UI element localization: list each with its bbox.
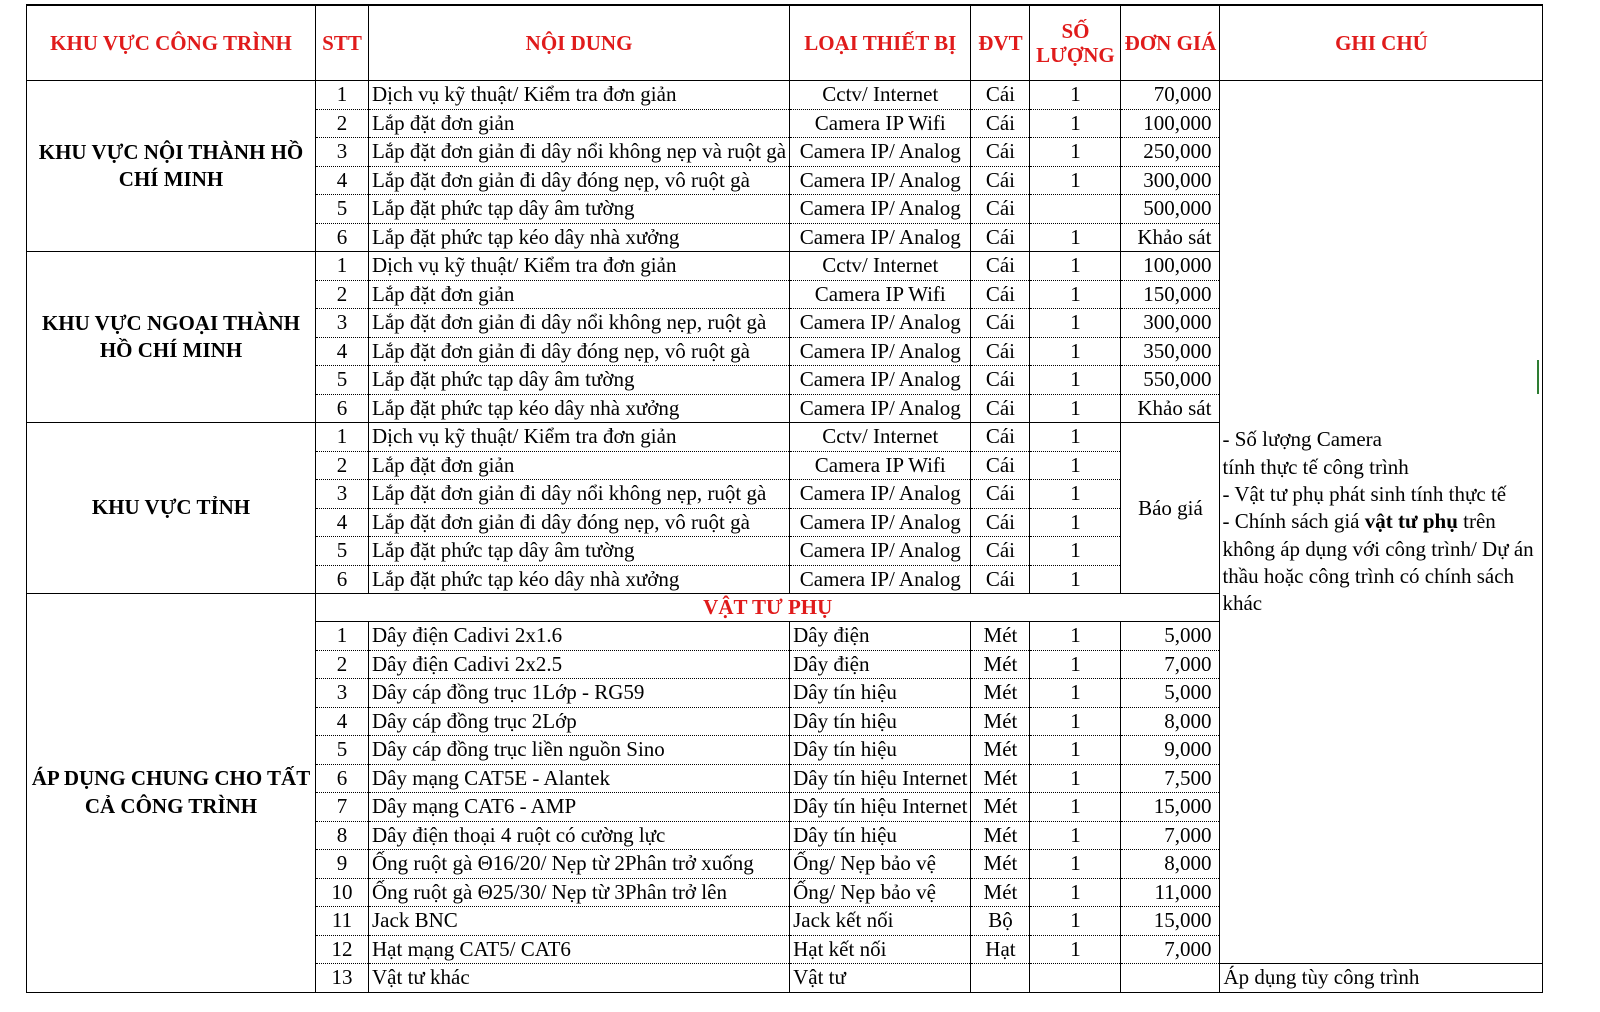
cell-device[interactable]: Camera IP/ Analog — [790, 366, 971, 395]
cell-stt[interactable]: 4 — [316, 508, 369, 537]
cell-price[interactable]: 7,500 — [1121, 764, 1220, 793]
cell-qty[interactable]: 1 — [1030, 935, 1121, 964]
note-line: tính thực tế công trình — [1222, 454, 1409, 479]
cell-device[interactable]: Camera IP Wifi — [790, 280, 971, 309]
cell-unit[interactable]: Mét — [971, 764, 1030, 793]
cell-device[interactable]: Hạt kết nối — [790, 935, 971, 964]
cell-qty[interactable]: 1 — [1030, 252, 1121, 281]
cell-content[interactable]: Lắp đặt đơn giản — [369, 451, 790, 480]
header-row — [27, 5, 1543, 81]
header-unit: ĐVT — [971, 5, 1030, 81]
cell-stt[interactable]: 6 — [316, 764, 369, 793]
cell-stt[interactable]: 3 — [316, 679, 369, 708]
cell-qty[interactable]: 1 — [1030, 679, 1121, 708]
cell-qty[interactable]: 1 — [1030, 366, 1121, 395]
cell-unit[interactable]: Cái — [971, 423, 1030, 452]
cell-price[interactable]: 550,000 — [1121, 366, 1220, 395]
cell-unit[interactable]: Mét — [971, 650, 1030, 679]
cell-qty[interactable]: 1 — [1030, 280, 1121, 309]
cell-qty[interactable]: 1 — [1030, 764, 1121, 793]
cell-qty[interactable]: 1 — [1030, 650, 1121, 679]
header-content: NỘI DUNG — [369, 5, 790, 81]
cell-stt[interactable]: 2 — [316, 650, 369, 679]
cell-content[interactable]: Dịch vụ kỹ thuật/ Kiểm tra đơn giản — [369, 252, 790, 281]
cell-unit[interactable] — [971, 964, 1030, 993]
cell-stt[interactable]: 11 — [316, 907, 369, 936]
cell-qty[interactable]: 1 — [1030, 707, 1121, 736]
cell-price[interactable]: 300,000 — [1121, 309, 1220, 338]
cell-unit[interactable]: Mét — [971, 878, 1030, 907]
cell-price[interactable]: Khảo sát — [1121, 223, 1220, 252]
cell-stt[interactable]: 5 — [316, 537, 369, 566]
cell-unit[interactable]: Mét — [971, 736, 1030, 765]
cell-unit[interactable]: Mét — [971, 793, 1030, 822]
cell-unit[interactable]: Cái — [971, 109, 1030, 138]
cell-content[interactable]: Lắp đặt phức tạp kéo dây nhà xưởng — [369, 394, 790, 423]
cell-device[interactable]: Dây tín hiệu Internet — [790, 764, 971, 793]
cell-price[interactable]: 5,000 — [1121, 679, 1220, 708]
cell-device[interactable]: Camera IP Wifi — [790, 109, 971, 138]
cell-content[interactable]: Dịch vụ kỹ thuật/ Kiểm tra đơn giản — [369, 423, 790, 452]
cell-device[interactable]: Jack kết nối — [790, 907, 971, 936]
cell-content[interactable]: Lắp đặt đơn giản đi dây nổi không nẹp, ruột gà — [369, 480, 790, 509]
cell-unit[interactable]: Cái — [971, 508, 1030, 537]
cell-unit[interactable]: Cái — [971, 138, 1030, 167]
cell-unit[interactable]: Cái — [971, 480, 1030, 509]
cell-price[interactable]: 7,000 — [1121, 935, 1220, 964]
cell-content[interactable]: Lắp đặt phức tạp dây âm tường — [369, 195, 790, 224]
cell-unit[interactable]: Mét — [971, 821, 1030, 850]
cell-qty[interactable]: 1 — [1030, 451, 1121, 480]
cell-device[interactable]: Dây điện — [790, 622, 971, 651]
cell-content[interactable]: Ống ruột gà Θ16/20/ Nẹp từ 2Phân trở xuống — [369, 850, 790, 879]
cell-price-merged[interactable]: Báo giá — [1121, 423, 1220, 594]
cell-stt[interactable]: 1 — [316, 423, 369, 452]
cell-unit[interactable]: Mét — [971, 850, 1030, 879]
cell-content[interactable]: Lắp đặt đơn giản đi dây nổi không nẹp, ruột gà — [369, 309, 790, 338]
cell-content[interactable]: Vật tư khác — [369, 964, 790, 993]
cell-device[interactable]: Camera IP/ Analog — [790, 565, 971, 594]
cell-price[interactable]: 7,000 — [1121, 821, 1220, 850]
cell-content[interactable]: Hạt mạng CAT5/ CAT6 — [369, 935, 790, 964]
cell-content[interactable]: Dây mạng CAT6 - AMP — [369, 793, 790, 822]
cell-stt[interactable]: 6 — [316, 223, 369, 252]
cell-device[interactable]: Dây tín hiệu — [790, 821, 971, 850]
cell-device[interactable]: Camera IP/ Analog — [790, 508, 971, 537]
cell-stt[interactable]: 2 — [316, 280, 369, 309]
cell-price[interactable]: Khảo sát — [1121, 394, 1220, 423]
cell-unit[interactable]: Cái — [971, 195, 1030, 224]
cell-price[interactable]: 150,000 — [1121, 280, 1220, 309]
header-stt: STT — [316, 5, 369, 81]
zone-name[interactable]: KHU VỰC NGOẠI THÀNH HỒ CHÍ MINH — [27, 252, 316, 423]
cell-device[interactable]: Camera IP/ Analog — [790, 337, 971, 366]
cell-price[interactable]: 70,000 — [1121, 81, 1220, 110]
cell-qty[interactable]: 1 — [1030, 793, 1121, 822]
cell-unit[interactable]: Cái — [971, 280, 1030, 309]
cell-unit[interactable]: Cái — [971, 451, 1030, 480]
cell-stt[interactable]: 4 — [316, 707, 369, 736]
cell-device[interactable]: Dây tín hiệu — [790, 679, 971, 708]
zone-name[interactable]: KHU VỰC NỘI THÀNH HỒ CHÍ MINH — [27, 81, 316, 252]
price-table — [26, 4, 1543, 993]
cell-qty[interactable]: 1 — [1030, 109, 1121, 138]
cell-content[interactable]: Ống ruột gà Θ25/30/ Nẹp từ 3Phân trở lên — [369, 878, 790, 907]
zone-name[interactable]: ÁP DỤNG CHUNG CHO TẤT CẢ CÔNG TRÌNH — [27, 594, 316, 993]
cell-content[interactable]: Dây điện Cadivi 2x2.5 — [369, 650, 790, 679]
cell-stt[interactable]: 2 — [316, 451, 369, 480]
zone-name[interactable]: KHU VỰC TỈNH — [27, 423, 316, 594]
cell-price[interactable]: 8,000 — [1121, 850, 1220, 879]
cell-qty[interactable]: 1 — [1030, 423, 1121, 452]
note-line: - Chính sách giá vật tư phụ trên không áp dụng với công trình/ Dự án thầu hoặc công trình có chính sách khác — [1222, 509, 1534, 616]
cell-stt[interactable]: 4 — [316, 166, 369, 195]
cell-content[interactable]: Lắp đặt phức tạp dây âm tường — [369, 366, 790, 395]
cell-stt[interactable]: 2 — [316, 109, 369, 138]
cell-qty[interactable]: 1 — [1030, 878, 1121, 907]
cell-content[interactable]: Lắp đặt phức tạp dây âm tường — [369, 537, 790, 566]
cell-price[interactable]: 9,000 — [1121, 736, 1220, 765]
cell-content[interactable]: Lắp đặt phức tạp kéo dây nhà xưởng — [369, 223, 790, 252]
cell-content[interactable]: Dịch vụ kỹ thuật/ Kiểm tra đơn giản — [369, 81, 790, 110]
cell-stt[interactable]: 5 — [316, 736, 369, 765]
header-device: LOẠI THIẾT BỊ — [790, 5, 971, 81]
cell-content[interactable]: Lắp đặt đơn giản đi dây đóng nẹp, vô ruột gà — [369, 337, 790, 366]
cell-qty[interactable]: 1 — [1030, 821, 1121, 850]
cell-qty[interactable]: 1 — [1030, 166, 1121, 195]
cell-device[interactable]: Dây tín hiệu Internet — [790, 793, 971, 822]
cell-unit[interactable]: Cái — [971, 366, 1030, 395]
cell-stt[interactable]: 12 — [316, 935, 369, 964]
cell-unit[interactable]: Mét — [971, 622, 1030, 651]
note-line: - Số lượng Camera — [1222, 427, 1382, 452]
cell-content[interactable]: Dây mạng CAT5E - Alantek — [369, 764, 790, 793]
cell-content[interactable]: Lắp đặt đơn giản — [369, 109, 790, 138]
cell-stt[interactable]: 3 — [316, 309, 369, 338]
header-qty: SỐ LƯỢNG — [1030, 5, 1121, 81]
cell-device[interactable]: Camera IP/ Analog — [790, 537, 971, 566]
cell-device[interactable]: Camera IP/ Analog — [790, 195, 971, 224]
cell-content[interactable]: Dây cáp đồng trục 2Lớp — [369, 707, 790, 736]
cell-qty[interactable] — [1030, 964, 1121, 993]
cell-device[interactable]: Ống/ Nẹp bảo vệ — [790, 878, 971, 907]
cell-stt[interactable]: 10 — [316, 878, 369, 907]
cell-price[interactable]: 11,000 — [1121, 878, 1220, 907]
cell-stt[interactable]: 3 — [316, 480, 369, 509]
cell-device[interactable]: Dây tín hiệu — [790, 707, 971, 736]
cell-unit[interactable]: Cái — [971, 309, 1030, 338]
cell-price[interactable]: 300,000 — [1121, 166, 1220, 195]
note-cell[interactable] — [1220, 81, 1543, 964]
cell-selection-marker — [1537, 360, 1539, 394]
cell-unit[interactable]: Cái — [971, 223, 1030, 252]
cell-content[interactable]: Lắp đặt đơn giản — [369, 280, 790, 309]
cell-unit[interactable]: Cái — [971, 394, 1030, 423]
cell-unit[interactable]: Mét — [971, 679, 1030, 708]
cell-qty[interactable] — [1030, 195, 1121, 224]
cell-stt[interactable]: 6 — [316, 394, 369, 423]
cell-price[interactable]: 350,000 — [1121, 337, 1220, 366]
cell-stt[interactable]: 4 — [316, 337, 369, 366]
cell-qty[interactable]: 1 — [1030, 81, 1121, 110]
cell-unit[interactable]: Cái — [971, 537, 1030, 566]
cell-device[interactable]: Camera IP/ Analog — [790, 166, 971, 195]
section-title[interactable]: VẬT TƯ PHỤ — [316, 594, 1220, 622]
note-line: - Vật tư phụ phát sinh tính thực tế — [1222, 482, 1507, 507]
cell-content[interactable]: Lắp đặt phức tạp kéo dây nhà xưởng — [369, 565, 790, 594]
cell-device[interactable]: Dây tín hiệu — [790, 736, 971, 765]
cell-stt[interactable]: 5 — [316, 366, 369, 395]
cell-qty[interactable]: 1 — [1030, 309, 1121, 338]
cell-device[interactable]: Camera IP/ Analog — [790, 394, 971, 423]
cell-device[interactable]: Vật tư — [790, 964, 971, 993]
cell-unit[interactable]: Cái — [971, 337, 1030, 366]
cell-content[interactable]: Lắp đặt đơn giản đi dây đóng nẹp, vô ruột gà — [369, 508, 790, 537]
cell-unit[interactable]: Hạt — [971, 935, 1030, 964]
cell-content[interactable]: Dây điện Cadivi 2x1.6 — [369, 622, 790, 651]
cell-qty[interactable]: 1 — [1030, 850, 1121, 879]
cell-device[interactable]: Cctv/ Internet — [790, 423, 971, 452]
cell-stt[interactable]: 6 — [316, 565, 369, 594]
cell-price[interactable] — [1121, 964, 1220, 993]
cell-unit[interactable]: Cái — [971, 166, 1030, 195]
cell-unit[interactable]: Bộ — [971, 907, 1030, 936]
cell-price[interactable]: 8,000 — [1121, 707, 1220, 736]
cell-unit[interactable]: Cái — [971, 565, 1030, 594]
cell-unit[interactable]: Mét — [971, 707, 1030, 736]
cell-device[interactable]: Dây điện — [790, 650, 971, 679]
cell-content[interactable]: Lắp đặt đơn giản đi dây nổi không nẹp và ruột gà — [369, 138, 790, 167]
cell-price[interactable]: 15,000 — [1121, 793, 1220, 822]
header-zone: KHU VỰC CÔNG TRÌNH — [27, 5, 316, 81]
cell-qty[interactable]: 1 — [1030, 138, 1121, 167]
cell-qty[interactable]: 1 — [1030, 565, 1121, 594]
cell-stt[interactable]: 1 — [316, 252, 369, 281]
cell-content[interactable]: Dây cáp đồng trục 1Lớp - RG59 — [369, 679, 790, 708]
cell-device[interactable]: Camera IP/ Analog — [790, 138, 971, 167]
header-note: GHI CHÚ — [1220, 5, 1543, 81]
cell-device[interactable]: Ống/ Nẹp bảo vệ — [790, 850, 971, 879]
cell-qty[interactable]: 1 — [1030, 907, 1121, 936]
cell-qty[interactable]: 1 — [1030, 337, 1121, 366]
cell-price[interactable]: 100,000 — [1121, 252, 1220, 281]
note-bold: vật tư phụ — [1364, 509, 1458, 534]
cell-unit[interactable]: Cái — [971, 81, 1030, 110]
cell-qty[interactable]: 1 — [1030, 537, 1121, 566]
cell-device[interactable]: Camera IP/ Analog — [790, 480, 971, 509]
cell-content[interactable]: Jack BNC — [369, 907, 790, 936]
table-row — [27, 81, 1543, 110]
cell-stt[interactable]: 5 — [316, 195, 369, 224]
cell-price[interactable]: 15,000 — [1121, 907, 1220, 936]
cell-device[interactable]: Camera IP/ Analog — [790, 223, 971, 252]
cell-price[interactable]: 500,000 — [1121, 195, 1220, 224]
cell-price[interactable]: 250,000 — [1121, 138, 1220, 167]
cell-stt[interactable]: 3 — [316, 138, 369, 167]
cell-stt[interactable]: 9 — [316, 850, 369, 879]
note-last[interactable]: Áp dụng tùy công trình — [1220, 964, 1543, 993]
cell-price[interactable]: 7,000 — [1121, 650, 1220, 679]
cell-device[interactable]: Cctv/ Internet — [790, 81, 971, 110]
cell-price[interactable]: 100,000 — [1121, 109, 1220, 138]
cell-stt[interactable]: 1 — [316, 81, 369, 110]
cell-unit[interactable]: Cái — [971, 252, 1030, 281]
cell-qty[interactable]: 1 — [1030, 223, 1121, 252]
cell-qty[interactable]: 1 — [1030, 508, 1121, 537]
cell-device[interactable]: Camera IP Wifi — [790, 451, 971, 480]
cell-stt[interactable]: 1 — [316, 622, 369, 651]
cell-stt[interactable]: 8 — [316, 821, 369, 850]
cell-device[interactable]: Camera IP/ Analog — [790, 309, 971, 338]
header-price: ĐƠN GIÁ — [1121, 5, 1220, 81]
cell-content[interactable]: Dây cáp đồng trục liền nguồn Sino — [369, 736, 790, 765]
cell-device[interactable]: Cctv/ Internet — [790, 252, 971, 281]
cell-qty[interactable]: 1 — [1030, 736, 1121, 765]
cell-content[interactable]: Dây điện thoại 4 ruột có cường lực — [369, 821, 790, 850]
cell-content[interactable]: Lắp đặt đơn giản đi dây đóng nẹp, vô ruột gà — [369, 166, 790, 195]
cell-price[interactable]: 5,000 — [1121, 622, 1220, 651]
cell-qty[interactable]: 1 — [1030, 622, 1121, 651]
cell-qty[interactable]: 1 — [1030, 480, 1121, 509]
cell-stt[interactable]: 13 — [316, 964, 369, 993]
cell-qty[interactable]: 1 — [1030, 394, 1121, 423]
cell-stt[interactable]: 7 — [316, 793, 369, 822]
